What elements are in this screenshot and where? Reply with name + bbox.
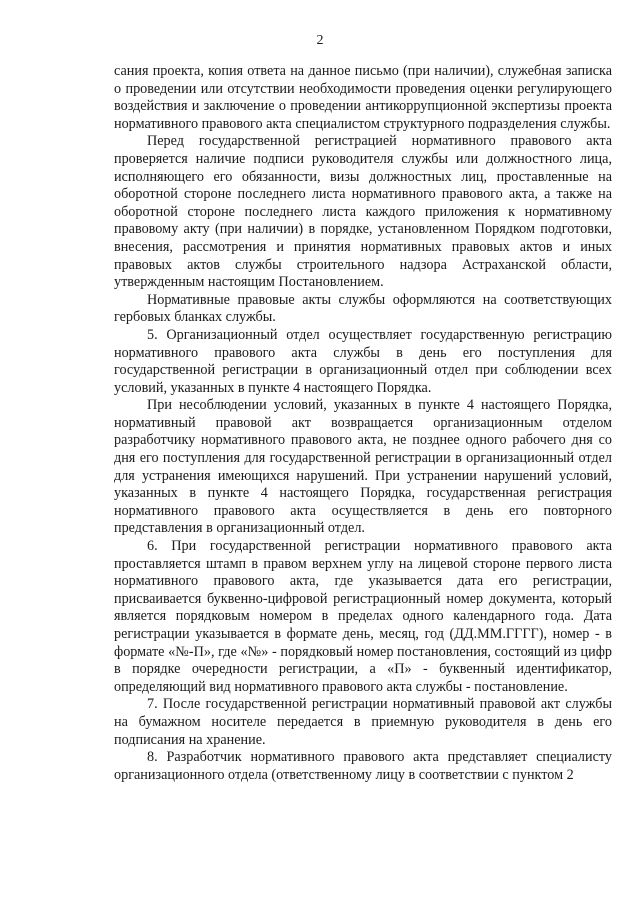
paragraph-registration-check: Перед государственной регистрацией нормативного правового акта проверяется наличие подписи руководителя службы или должностного лица, исполняющего его обязанности, визы должностных лиц, проставленные на оборотной стороне последнего листа нормативного правового акта, а также на оборотной стороне последнего листа каждого приложения к нормативному правовому акту (при наличии) в порядке, установленном Порядком подготовки, внесения, рассмотрения и принятия нормативных правовых актов и иных правовых актов службы строительного надзора Астраханской области, утвержденным настоящим Постановлением. [114, 133, 612, 291]
page-number: 2 [316, 33, 324, 48]
paragraph-noncompliance: При несоблюдении условий, указанных в пункте 4 настоящего Порядка, нормативный правовой акт возвращается организационным отделом разработчику нормативного правового акта, не позднее одного рабочего дня со дня его поступления для государственной регистрации в организационный отдел для устранения имеющихся нарушений. При устранении нарушений условий, указанных в пункте 4 настоящего Порядка, государственная регистрация нормативного правового акта осуществляется в день его повторного представления в организационный отдел. [114, 397, 612, 537]
paragraph-continuation: сания проекта, копия ответа на данное письмо (при наличии), служебная записка о проведении или отсутствии необходимости проведения оценки регулирующего воздействия и заключение о проведении антикоррупционной экспертизы проекта нормативного правового акта специалистом структурного подразделения службы. [114, 63, 612, 132]
paragraph-item-7: 7. После государственной регистрации нормативный правовой акт службы на бумажном носителе передается в приемную руководителя в день его подписания на хранение. [114, 696, 612, 748]
paragraph-blanks: Нормативные правовые акты службы оформляются на соответствующих гербовых бланках службы. [114, 291, 612, 326]
document-body [114, 63, 612, 784]
paragraph-item-8: 8. Разработчик нормативного правового акта представляет специалисту организационного отдела (ответственному лицу в соответствии с пунктом 2 [114, 749, 612, 783]
paragraph-item-6: 6. При государственной регистрации нормативного правового акта проставляется штамп в правом верхнем углу на лицевой стороне первого листа нормативного правового акта, где указывается дата его регистрации, присваивается буквенно-цифровой регистрационный номер документа, который является порядковым номером в пределах одного календарного года. Дата регистрации указывается в формате день, месяц, год (ДД.ММ.ГГГГ), номер - в формате «№-П», где «№» - порядковый номер постановления, состоящий из цифр в порядке очередности регистрации, а «П» - буквенный идентификатор, определяющий вид нормативного правового акта службы - постановление. [114, 538, 612, 695]
paragraph-item-5: 5. Организационный отдел осуществляет государственную регистрацию нормативного правового акта службы в день его поступления для государственной регистрации в организационный отдел при соблюдении всех условий, указанных в пункте 4 настоящего Порядка. [114, 326, 612, 396]
